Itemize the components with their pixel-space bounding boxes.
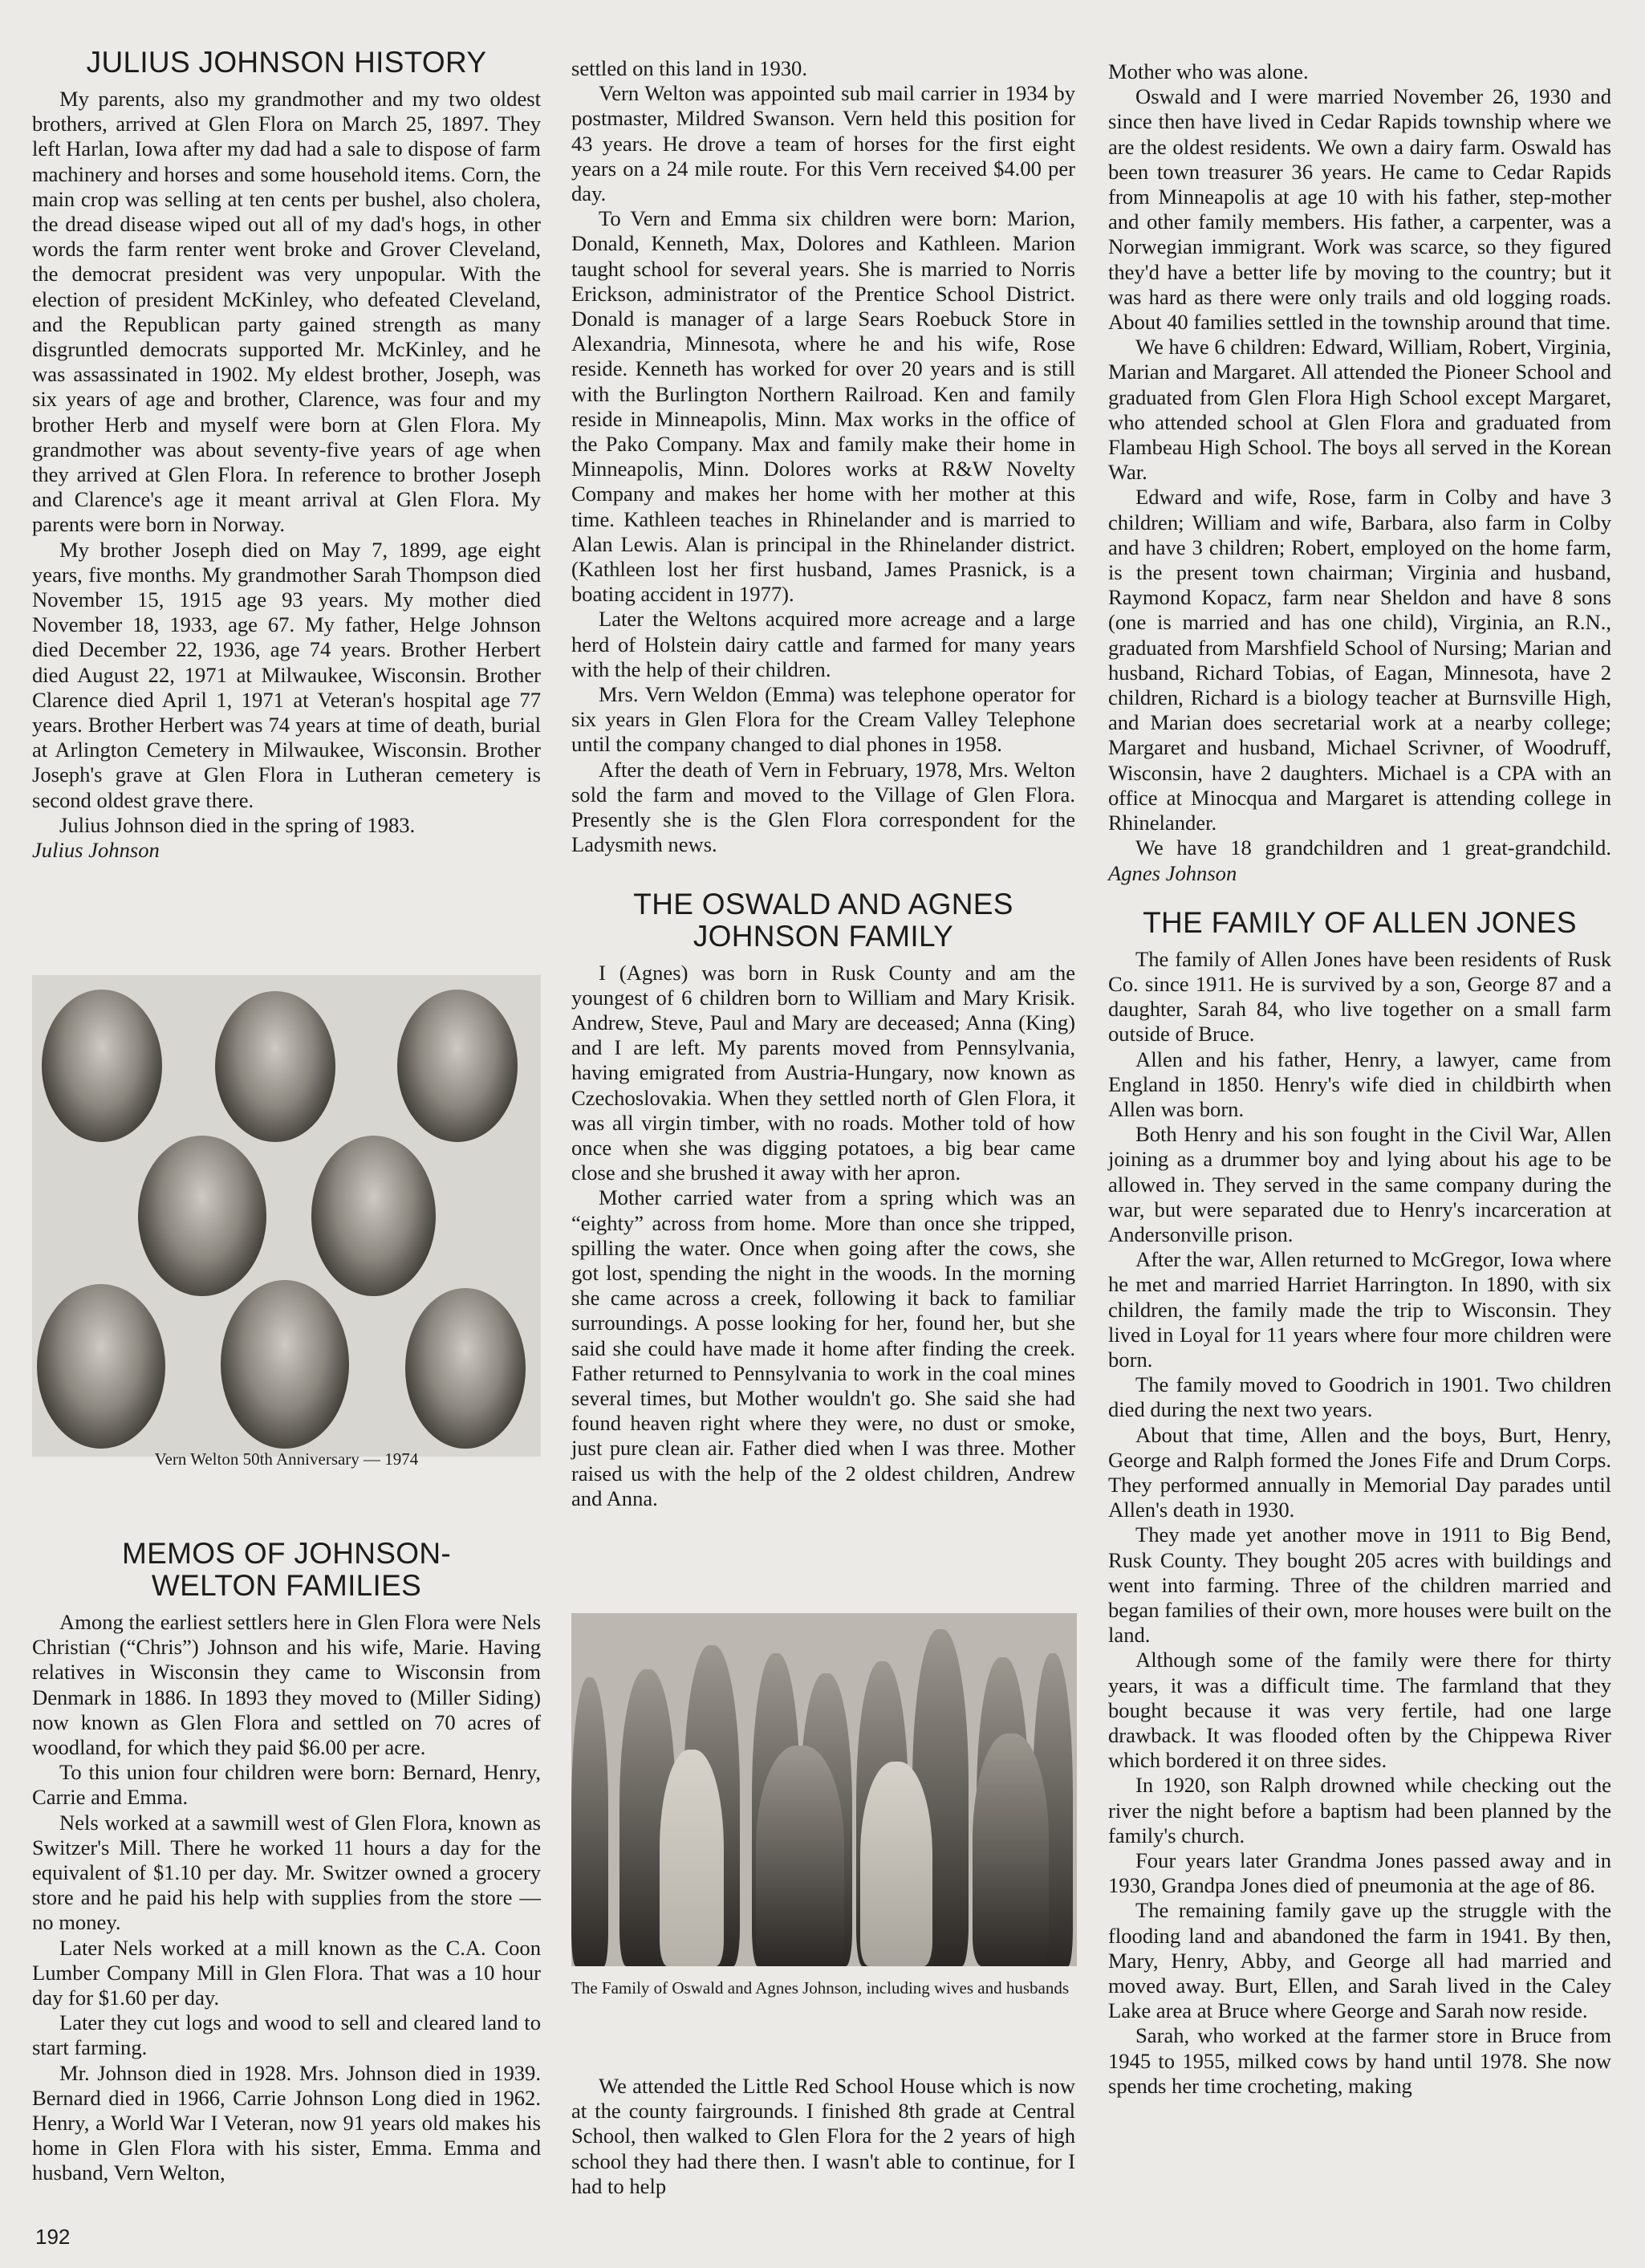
heading-family-of-allen-jones: THE FAMILY OF ALLEN JONES [1143, 905, 1577, 939]
person [973, 1734, 1049, 1966]
paragraph: After the war, Allen returned to McGregor, Iowa where he met and married Harriet Harrington. In 1890, with six children, the family made the trip to Wisconsin. They lived in Loyal for 11 years where four more children were born. [1108, 1247, 1611, 1372]
anniversary-photo [32, 975, 541, 1457]
paragraph: Vern Welton was appointed sub mail carrier in 1934 by postmaster, Mildred Swanson. Vern held this position for 43 years. He drove a team of horses for the first eight years on a 24 mile route. For this Vern received $4.00 per day. [571, 81, 1075, 206]
column-1 [32, 46, 541, 863]
paragraph: The remaining family gave up the struggle with the flooding land and abandoned the farm in 1941. By then, Mary, Henry, Abby, and George all had married and moved away. Burt, Ellen, and Sarah lived in the Caley Lake area at Bruce where George and Sarah now reside. [1108, 1898, 1611, 2023]
paragraph-text: We have 18 grandchildren and 1 great-grandchild. [1135, 835, 1611, 860]
paragraph: In 1920, son Ralph drowned while checking out the river the night before a baptism had been planned by the family's church. [1108, 1773, 1611, 1847]
paragraph: Later the Weltons acquired more acreage and a large herd of Holstein dairy cattle and farmed for many years with the help of their children. [571, 607, 1075, 681]
paragraph: We have 6 children: Edward, William, Robert, Virginia, Marian and Margaret. All attended the Pioneer School and graduated from Glen Flora High School except Margaret, who attended school at Glen Flora and graduated from Flambeau High School. The boys all served in the Korean War. [1108, 335, 1611, 485]
portrait [397, 990, 518, 1142]
paragraph: About that time, Allen and the boys, Burt, Henry, George and Ralph formed the Jones Fife and Drum Corps. They performed annually in Memorial Day parades until Allen's death in 1930. [1108, 1422, 1611, 1522]
paragraph: Mrs. Vern Weldon (Emma) was telephone operator for six years in Glen Flora for the Cream Valley Telephone until the company changed to dial phones in 1958. [571, 682, 1075, 757]
signature: Julius Johnson [32, 838, 160, 863]
portrait [405, 1288, 526, 1449]
paragraph: We attended the Little Red School House which is now at the county fairgrounds. I finished 8th grade at Central School, then walked to Glen Flora for the 2 years of high school they had there then. I wasn't able to continue, for I had to help [571, 2074, 1075, 2198]
column-2-lower [571, 2074, 1075, 2199]
signature: Agnes Johnson [1108, 860, 1237, 885]
paragraph: Among the earliest settlers here in Glen Flora were Nels Christian (“Chris”) Johnson and his wife, Marie. Having relatives in Wisconsin they came to Wisconsin from Denmark in 1886. In 1893 they moved to (Miller Siding) now known as Glen Flora and settled on 70 acres of woodland, for which they paid $6.00 per acre. [32, 1610, 541, 1760]
person [571, 1677, 608, 1966]
paragraph: Mother who was alone. [1108, 59, 1309, 83]
paragraph: They made yet another move in 1911 to Big Bend, Rusk County. They bought 205 acres with buildings and went into farming. Three of the children married and began families of their own, more houses were built on the land. [1108, 1522, 1611, 1648]
portrait [42, 990, 162, 1142]
paragraph: My brother Joseph died on May 7, 1899, age eight years, five months. My grandmother Sarah Thompson died November 15, 1915 age 93 years. My mother died November 18, 1933, age 67. My father, Helge Johnson died December 22, 1936, age 74 years. Brother Herbert died August 22, 1971 at Milwaukee, Wisconsin. Brother Clarence died April 1, 1971 at Veteran's hospital age 77 years. Brother Herbert was 74 years at time of death, burial at Arlington Cemetery in Milwaukee, Wisconsin. Brother Joseph's grave at Glen Flora in Lutheran cemetery is second oldest grave there. [32, 537, 541, 812]
portrait [311, 1136, 436, 1296]
paragraph: Nels worked at a sawmill west of Glen Flora, known as Switzer's Mill. There he worked 11 hours a day for the equivalent of $1.10 per day. Mr. Switzer owned a grocery store and he paid his help with supplies from the store — no money. [32, 1810, 541, 1935]
paragraph: Julius Johnson died in the spring of 1983. [59, 812, 416, 837]
paragraph: To Vern and Emma six children were born: Marion, Donald, Kenneth, Max, Dolores and Kathleen. Marion taught school for several years. She is married to Norris Erickson, administrator of the Prentice School District. Donald is manager of a large Sears Roebuck Store in Alexandria, Minnesota, where he and his wife, Rose reside. Kenneth has worked for over 20 years and is still with the Burlington Northern Railroad. Ken and family reside in Minneapolis, Minn. Max works in the office of the Pako Company. Max and family make their home in Minneapolis, Minn. Dolores works at R&W Novelty Company and makes her home with her mother at this time. Kathleen teaches in Rhinelander and is married to Alan Lewis. Alan is principal in the Rhinelander district. (Kathleen lost her first husband, James Prasnick, is a boating accident in 1977). [571, 206, 1075, 607]
family-group-photo-caption: The Family of Oswald and Agnes Johnson, including wives and husbands [571, 1978, 1070, 1998]
paragraph: Mother carried water from a spring which was an “eighty” across from home. More than once she tripped, spilling the water. Once when going after the cows, she got lost, spending the night in the woods. In the morning she came across a creek, following it back to familiar surroundings. A posse looking for her, found her, but she said she could have made it home after finding the creek. Father returned to Pennsylvania to work in the coal mines several times, but Mother wouldn't go. She said she had found heaven right where they were, no dust or smoke, just pure clean air. Father died when I was three. Mother raised us with the help of the 2 oldest children, Andrew and Anna. [571, 1185, 1075, 1510]
paragraph: Oswald and I were married November 26, 1930 and since then have lived in Cedar Rapids township where we are the oldest residents. We own a dairy farm. Oswald has been town treasurer 36 years. He came to Cedar Rapids from Minneapolis at age 10 with his father, step-mother and other family members. His father, a carpenter, was a Norwegian immigrant. Work was scarce, so they figured they'd have a better life by moving to the country; but it was hard as there were only trails and old logging roads. About 40 families settled in the township around that time. [1108, 84, 1611, 335]
paragraph: To this union four children were born: Bernard, Henry, Carrie and Emma. [32, 1760, 541, 1810]
portrait [215, 991, 335, 1142]
paragraph: Although some of the family were there for thirty years, it was a difficult time. The farmland that they bought because it was very fertile, had one large drawback. It was flooded often by the Chippewa River which bordered it on three sides. [1108, 1648, 1611, 1773]
portrait [138, 1136, 266, 1296]
paragraph: Sarah, who worked at the farmer store in Bruce from 1945 to 1955, milked cows by hand until 1978. She now spends her time crocheting, making [1108, 2023, 1611, 2098]
page-number: 192 [35, 2225, 71, 2249]
anniversary-photo-caption: Vern Welton 50th Anniversary — 1974 [154, 1449, 419, 1469]
paragraph: Four years later Grandma Jones passed away and in 1930, Grandpa Jones died of pneumonia at the age of 86. [1108, 1848, 1611, 1898]
paragraph: Mr. Johnson died in 1928. Mrs. Johnson died in 1939. Bernard died in 1966, Carrie Johnson Long died in 1962. Henry, a World War I Veteran, now 91 years old makes his home in Glen Flora with his sister, Emma. Emma and husband, Vern Welton, [32, 2060, 541, 2185]
paragraph: My parents, also my grandmother and my two oldest brothers, arrived at Glen Flora on March 25, 1897. They left Harlan, Iowa after my dad had a sale to dispose of farm machinery and horses and some household items. Corn, the main crop was selling at ten cents per bushel, also cholera, the dread disease wiped out all of my dad's hogs, in other words the farm renter went broke and Grover Cleveland, the democrat president was very unpopular. With the election of president McKinley, who defeated Cleveland, and the Republican party gained strength as many disgruntled democrats supported Mr. McKinley, and he was assassinated in 1902. My eldest brother, Joseph, was six years of age and brother, Clarence, was four and my brother Herb and myself were born at Glen Flora. My grandmother was about seventy-five years of age when they arrived at Glen Flora. In reference to brother Joseph and Clarence's age it meant arrival at Glen Flora. My parents were born in Norway. [32, 87, 541, 537]
person [756, 1746, 844, 1966]
paragraph: Allen and his father, Henry, a lawyer, came from England in 1850. Henry's wife died in childbirth when Allen was born. [1108, 1047, 1611, 1121]
paragraph: Later Nels worked at a mill known as the C.A. Coon Lumber Company Mill in Glen Flora. That was a 10 hour day for $1.60 per day. [32, 1935, 541, 2010]
paragraph [1108, 835, 1611, 885]
column-2 [571, 56, 1075, 1511]
heading-oswald-agnes-johnson: THE OSWALD AND AGNES JOHNSON FAMILY [633, 887, 1013, 953]
portrait [37, 1284, 165, 1449]
column-3 [1108, 59, 1611, 2099]
column-1-lower [32, 1538, 541, 2186]
paragraph: The family of Allen Jones have been residents of Rusk Co. since 1911. He is survived by a son, George 87 and a daughter, Sarah 84, who live together on a small farm outside of Bruce. [1108, 946, 1611, 1047]
paragraph: Both Henry and his son fought in the Civil War, Allen joining as a drummer boy and lying about his age to be allowed in. They served in the same company during the war, but were separated due to Henry's incarceration at Andersonville prison. [1108, 1122, 1611, 1246]
heading-memos-johnson-welton: MEMOS OF JOHNSON-WELTON FAMILIES [121, 1537, 452, 1602]
paragraph: settled on this land in 1930. [571, 56, 807, 80]
person [860, 1762, 932, 1966]
heading-julius-johnson-history: JULIUS JOHNSON HISTORY [86, 46, 487, 79]
paragraph: I (Agnes) was born in Rusk County and am the youngest of 6 children born to William and Mary Krisik. Andrew, Steve, Paul and Mary are deceased; Anna (King) and I are left. My parents moved from Pennsylvania, having emigrated from Austria-Hungary, now known as Czechoslovakia. When they settled north of Glen Flora, it was all virgin timber, with no roads. Mother told of how once when she was digging potatoes, a big bear came close and she brushed it away with her apron. [571, 960, 1075, 1185]
paragraph: After the death of Vern in February, 1978, Mrs. Welton sold the farm and moved to the Village of Glen Flora. Presently she is the Glen Flora correspondent for the Ladysmith news. [571, 757, 1075, 857]
family-group-photo [571, 1613, 1077, 1966]
paragraph: Edward and wife, Rose, farm in Colby and have 3 children; William and wife, Barbara, also farm in Colby and have 3 children; Robert, employed on the home farm, is the present town chairman; Virginia and husband, Raymond Kopacz, farm near Sheldon and have 8 sons (one is married and has one child), Virginia, an R.N., graduated from Marshfield School of Nursing; Marian and husband, Richard Tobias, of Eagan, Minnesota, have 2 children, Richard is a biology teacher at Burnsville High, and Marian does secretarial work at a nearby college; Margaret and husband, Michael Scrivner, of Woodruff, Wisconsin, have 2 daughters. Michael is a CPA with an office at Minocqua and Margaret is attending college in Rhinelander. [1108, 485, 1611, 835]
paragraph: Later they cut logs and wood to sell and cleared land to start farming. [32, 2010, 541, 2060]
person [660, 1750, 724, 1966]
portrait [221, 1280, 349, 1449]
paragraph: The family moved to Goodrich in 1901. Two children died during the next two years. [1108, 1372, 1611, 1422]
